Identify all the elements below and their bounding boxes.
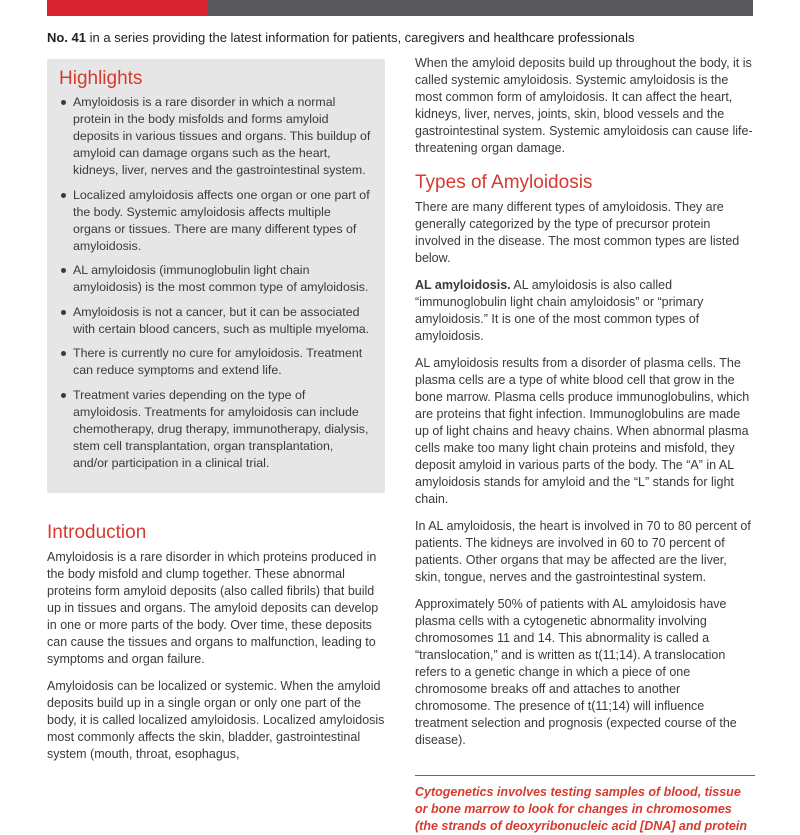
introduction-continued-paragraph: When the amyloid deposits build up throughout the body, it is called systemic amyloidosis. Systemic amyloidosis is the most common form of amyloidosis. It can affect the heart, kidneys, liver, nerves, joints, skin, blood vessels and the gastrointestinal system. Systemic amyloidosis can cause life-threatening organ damage.	[415, 56, 753, 155]
al-amyloidosis-label: AL amyloidosis.	[415, 278, 511, 292]
highlight-item: Amyloidosis is a rare disorder in which a normal protein in the body misfolds and forms amyloid deposits in various tissues and organs. This buildup of amyloid can damage organs such as the heart, kidneys, liver, nerves and the gastrointestinal system.	[59, 94, 371, 179]
series-description: in a series providing the latest information for patients, caregivers and healthcare professionals	[86, 30, 635, 45]
highlights-list	[59, 94, 371, 472]
types-intro-paragraph: There are many different types of amyloidosis. They are generally categorized by the type of precursor protein involved in the disease. The most common types are listed below.	[415, 200, 740, 265]
highlights-box	[47, 59, 385, 493]
series-line	[47, 30, 634, 46]
highlight-item: Amyloidosis is not a cancer, but it can be associated with certain blood cancers, such as multiple myeloma.	[59, 304, 371, 338]
introduction-section	[47, 521, 385, 763]
highlight-item: AL amyloidosis (immunoglobulin light chain amyloidosis) is the most common type of amyloidosis.	[59, 262, 371, 296]
highlights-heading: Highlights	[59, 68, 143, 89]
introduction-heading: Introduction	[47, 522, 147, 543]
al-organ-involvement-paragraph: In AL amyloidosis, the heart is involved in 70 to 80 percent of patients. The kidneys are involved in 60 to 70 percent of patients. Other organs that may be affected are the liver, skin, tongue, nerves and the gastrointestinal system.	[415, 519, 751, 584]
highlight-item: Localized amyloidosis affects one organ or one part of the body. Systemic amyloidosis affects multiple organs or tissues. There are many different types of amyloidosis.	[59, 187, 371, 255]
highlight-item: There is currently no cure for amyloidosis. Treatment can reduce symptoms and extend life.	[59, 345, 371, 379]
header-bar-red	[47, 0, 207, 16]
introduction-paragraph: Amyloidosis can be localized or systemic. When the amyloid deposits build up in a single organ or only one part of the body, it is called localized amyloidosis. Localized amyloidosis most commonly affects the skin, bladder, gastrointestinal system (mouth, throat, esophagus,	[47, 679, 385, 761]
cytogenetics-callout: Cytogenetics involves testing samples of blood, tissue or bone marrow to look for changes in chromosomes (the strands of deoxyribonucleic acid [DNA] and protein	[415, 775, 755, 835]
left-column	[47, 59, 385, 773]
introduction-paragraph: Amyloidosis is a rare disorder in which proteins produced in the body misfold and clump together. These abnormal proteins form amyloid deposits (also called fibrils) that build up in tissues and organs. The amyloid deposits can develop in one or more parts of the body. Over time, these deposits can cause the tissues and organs to malfunction, leading to symptoms and organ failure.	[47, 550, 379, 666]
right-column	[415, 55, 755, 835]
types-heading: Types of Amyloidosis	[415, 172, 593, 193]
header-bar-gray	[207, 0, 753, 16]
series-number: No. 41	[47, 30, 87, 45]
al-translocation-paragraph: Approximately 50% of patients with AL amyloidosis have plasma cells with a cytogenetic abnormality involving chromosomes 11 and 14. This abnormality is called a “translocation,” and is written as t(11;14). A translocation refers to a genetic change in which a piece of one chromosome breaks off and attaches to another chromosome. The presence of t(11;14) will influence treatment selection and prognosis (expected course of the disease).	[415, 597, 737, 747]
al-amyloidosis-text: AL amyloidosis is also called “immunoglobulin light chain amyloidosis” or “primary amyloidosis.” It is one of the most common types of amyloidosis.	[415, 278, 704, 343]
al-plasma-cells-paragraph: AL amyloidosis results from a disorder of plasma cells. The plasma cells are a type of white blood cell that grow in the bone marrow. Plasma cells produce immunoglobulins, which are proteins that fight infection. Immunoglobulins are made up of light chains and heavy chains. When abnormal plasma cells make too many light chain proteins and misfold, they deposit amyloid in various parts of the body. The “A” in AL amyloidosis stands for amyloid and the “L” stands for light chain.	[415, 356, 750, 506]
al-amyloidosis-paragraph	[415, 277, 755, 345]
highlight-item: Treatment varies depending on the type of amyloidosis. Treatments for amyloidosis can include chemotherapy, drug therapy, immunotherapy, dialysis, stem cell transplantation, organ transplantation, and/or participation in a clinical trial.	[59, 387, 371, 472]
